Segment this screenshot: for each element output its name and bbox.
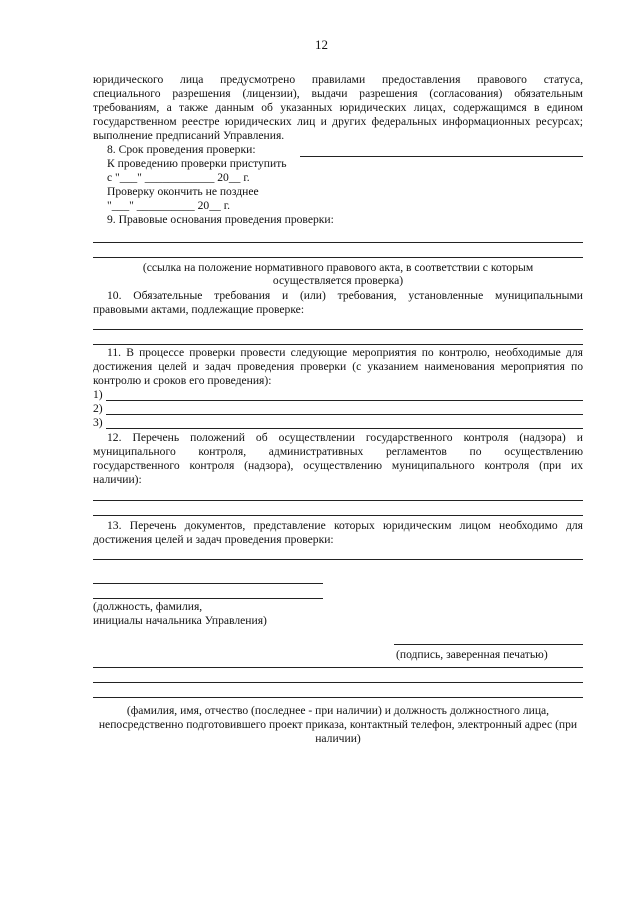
section-10-line-a	[93, 329, 583, 330]
section-11-item-1: 1)	[93, 388, 103, 401]
preparer-line-1	[93, 667, 583, 668]
page-number: 12	[315, 37, 328, 52]
section-13-line-a	[93, 559, 583, 560]
preparer-caption-3: наличии)	[315, 732, 361, 745]
section-11-line-1: 11. В процессе проверки провести следующие мероприятия по контролю, необходимые для	[107, 346, 583, 359]
section-9-line-2	[93, 257, 583, 258]
head-position-line-2	[93, 598, 323, 599]
head-position-line-1	[93, 583, 323, 584]
section-9-title: 9. Правовые основания проведения проверки:	[107, 213, 334, 226]
head-position-caption-1: (должность, фамилия,	[93, 600, 203, 613]
section-11-line-2: достижения целей и задач проведения проверки (с указанием наименования мероприятия по	[93, 360, 583, 373]
section-11-item-3: 3)	[93, 416, 103, 429]
signature-line	[394, 644, 583, 645]
section-12-line-2: муниципального контроля, административных регламентов по осуществлению	[93, 445, 583, 458]
section-11-item-2-line	[106, 414, 583, 415]
section-11-item-1-line	[106, 400, 583, 401]
intro-line-4: государственном реестре юридических лиц и других федеральных информационных ресурсах;	[93, 115, 583, 128]
section-8-title: 8. Срок проведения проверки:	[107, 143, 256, 156]
intro-line-1: юридического лица предусмотрено правилами предоставления правового статуса,	[93, 73, 583, 86]
section-11-item-2: 2)	[93, 402, 103, 415]
intro-line-3: требованиям, а также данным об указанных юридических лицах, содержащимся в едином	[93, 101, 583, 114]
section-12-line-3: государственного контроля (надзора), осуществлению муниципального контроля (при их	[93, 459, 583, 472]
section-13-line-2: достижения целей и задач проведения проверки:	[93, 533, 334, 546]
preparer-line-3	[93, 697, 583, 698]
section-12-line-4: наличии):	[93, 473, 142, 486]
section-8-line	[300, 156, 583, 157]
section-8-start-label: К проведению проверки приступить	[107, 157, 287, 170]
section-9-line-1	[93, 242, 583, 243]
preparer-caption-2: непосредственно подготовившего проект приказа, контактный телефон, электронный адрес (при	[98, 718, 578, 731]
section-8-start-date: с "___" ____________ 20__ г.	[107, 171, 250, 184]
section-10-line-1: 10. Обязательные требования и (или) требования, установленные муниципальными	[107, 289, 583, 302]
section-9-caption-1: (ссылка на положение нормативного правового акта, в соответствии с которым	[142, 261, 534, 274]
section-11-item-3-line	[106, 428, 583, 429]
section-8-end-label: Проверку окончить не позднее	[107, 185, 259, 198]
section-9-caption-2: осуществляется проверка)	[272, 274, 404, 287]
section-8-end-date: "___" __________ 20__ г.	[107, 199, 231, 212]
preparer-line-2	[93, 682, 583, 683]
section-13-line-1: 13. Перечень документов, представление которых юридическим лицом необходимо для	[107, 519, 583, 532]
section-10-line-2: правовыми актами, подлежащие проверке:	[93, 303, 305, 316]
intro-line-5: выполнение предписаний Управления.	[93, 129, 285, 142]
intro-line-2: специального разрешения (лицензии), выдачи разрешения (согласования) обязательным	[93, 87, 583, 100]
signature-caption: (подпись, заверенная печатью)	[396, 648, 548, 661]
head-position-caption-2: инициалы начальника Управления)	[93, 614, 267, 627]
section-12-line-1: 12. Перечень положений об осуществлении государственного контроля (надзора) и	[107, 431, 583, 444]
section-10-line-b	[93, 344, 583, 345]
preparer-caption-1: (фамилия, имя, отчество (последнее - при наличии) и должность должностного лица,	[126, 704, 550, 717]
section-11-line-3: контролю и сроков его проведения):	[93, 374, 272, 387]
section-12-line-b	[93, 515, 583, 516]
section-12-line-a	[93, 500, 583, 501]
